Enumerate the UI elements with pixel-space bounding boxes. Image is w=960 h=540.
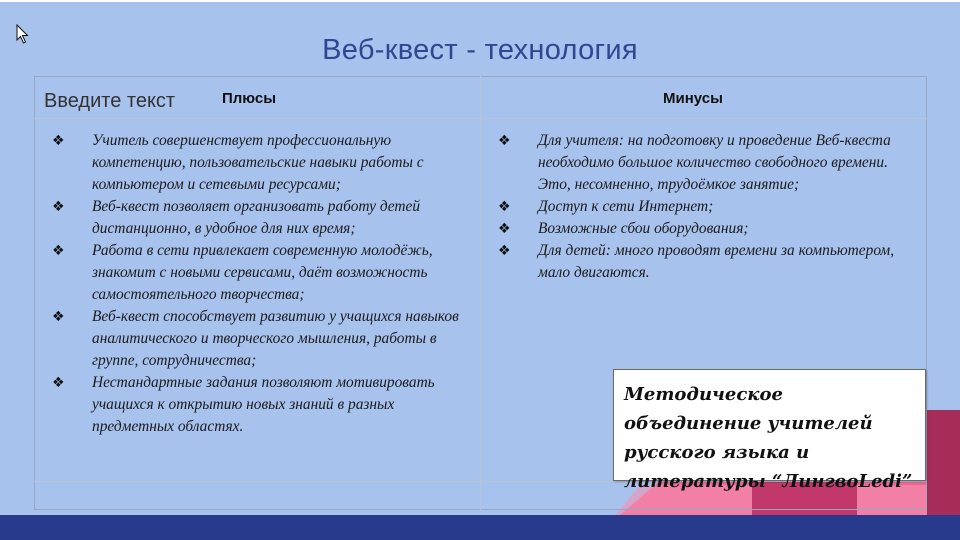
list-item[interactable] (498, 240, 918, 284)
list-item[interactable] (52, 372, 474, 438)
diamond-bullet-icon: ❖ (498, 243, 511, 259)
header-minus[interactable]: Минусы (663, 90, 723, 107)
list-item[interactable] (52, 306, 474, 372)
slide-title[interactable]: Веб-квест - технология (322, 34, 638, 66)
callout-text: Методическое объединение учителей русского языка и литературы “ЛингвоLedi” (624, 384, 913, 492)
minus-list[interactable] (498, 130, 918, 284)
diamond-bullet-icon: ❖ (52, 133, 65, 149)
crimson-block (927, 410, 960, 515)
list-item-text: Работа в сети привлекает современную молодёжь, знакомит с новыми сервисами, даёт возможность самостоятельного творчества; (92, 242, 433, 303)
diamond-bullet-icon: ❖ (52, 375, 65, 391)
diamond-bullet-icon: ❖ (498, 221, 511, 237)
list-item[interactable] (52, 240, 474, 306)
diamond-bullet-icon: ❖ (52, 309, 65, 325)
list-item-text: Для учителя: на подготовку и проведение Веб-квеста необходимо большое количество свободного времени. Это, несомненно, трудоёмкое занятие; (538, 132, 891, 193)
diamond-bullet-icon: ❖ (52, 243, 65, 259)
list-item-text: Возможные сбои оборудования; (538, 220, 749, 237)
text-placeholder[interactable]: Введите текст (44, 90, 176, 112)
table-column-divider (480, 76, 481, 510)
list-item[interactable] (52, 196, 474, 240)
diamond-bullet-icon: ❖ (52, 199, 65, 215)
list-item-text: Веб-квест позволяет организовать работу детей дистанционно, в удобное для них время; (92, 198, 421, 237)
list-item-text: Доступ к сети Интернет; (538, 198, 714, 215)
list-item-text: Нестандартные задания позволяют мотивировать учащихся к открытию новых знаний в разных предметных областях. (92, 374, 435, 435)
table-header-divider (34, 118, 927, 119)
list-item-text: Учитель совершенствует профессиональную компетенцию, пользовательские навыки работы с компьютером и сетевыми ресурсами; (92, 132, 424, 193)
header-plus[interactable]: Плюсы (222, 90, 277, 107)
diamond-bullet-icon: ❖ (498, 133, 511, 149)
list-item[interactable] (498, 196, 918, 218)
list-item-text: Веб-квест способствует развитию у учащихся навыков аналитического и творческого мышления, работы в группе, сотрудничества; (92, 308, 459, 369)
plus-list[interactable] (52, 130, 474, 438)
diamond-bullet-icon: ❖ (498, 199, 511, 215)
callout-box[interactable] (613, 369, 926, 492)
footer-band (0, 515, 960, 540)
list-item[interactable] (52, 130, 474, 196)
list-item[interactable] (498, 130, 918, 196)
list-item[interactable] (498, 218, 918, 240)
list-item-text: Для детей: много проводят времени за компьютером, мало двигаются. (538, 242, 895, 281)
